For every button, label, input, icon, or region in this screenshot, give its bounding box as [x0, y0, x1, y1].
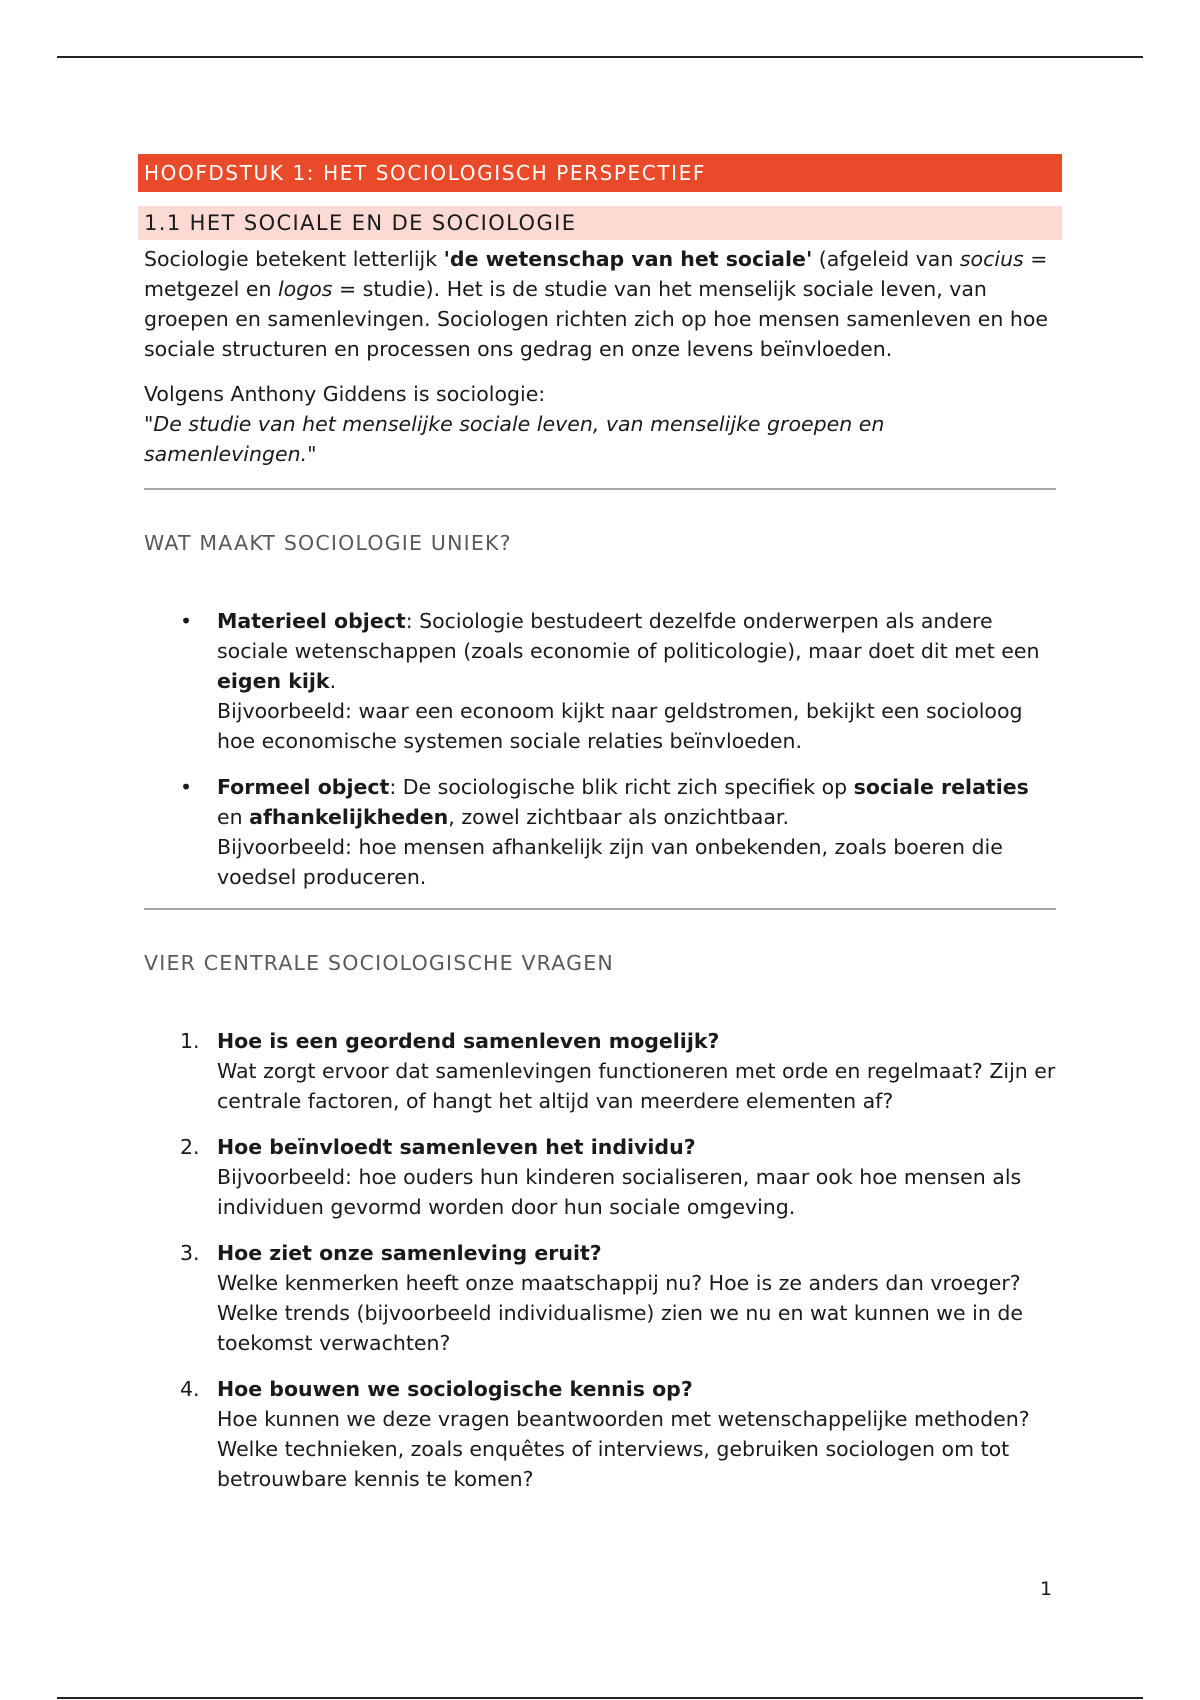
question-number: 2.	[180, 1135, 200, 1159]
questions-list	[138, 1026, 1062, 1494]
question-title: Hoe is een geordend samenleven mogelijk?	[217, 1029, 720, 1053]
bullet-icon: •	[180, 609, 193, 633]
bullet-icon: •	[180, 775, 193, 799]
giddens-paragraph	[144, 379, 1056, 469]
question-item	[180, 1132, 1056, 1222]
question-text: Welke kenmerken heeft onze maatschappij nu? Hoe is ze anders dan vroeger? Welke trends (bijvoorbeeld individualisme) zien we nu en wat kunnen we in de toekomst verwachten?	[217, 1271, 1023, 1355]
document-body	[138, 154, 1062, 1510]
question-number: 1.	[180, 1029, 200, 1053]
question-item	[180, 1374, 1056, 1494]
subheading-unique: WAT MAAKT SOCIOLOGIE UNIEK?	[144, 531, 512, 555]
section-heading: 1.1 HET SOCIALE EN DE SOCIOLOGIE	[138, 206, 1062, 240]
chapter-heading: HOOFDSTUK 1: HET SOCIOLOGISCH PERSPECTIEF	[138, 154, 1062, 192]
question-title: Hoe bouwen we sociologische kennis op?	[217, 1377, 693, 1401]
question-number: 4.	[180, 1377, 200, 1401]
question-item	[180, 1026, 1056, 1116]
question-text: Hoe kunnen we deze vragen beantwoorden met wetenschappelijke methoden? Welke technieken, zoals enquêtes of interviews, gebruiken sociologen om tot betrouwbare kennis te komen?	[217, 1407, 1030, 1491]
question-title: Hoe ziet onze samenleving eruit?	[217, 1241, 602, 1265]
divider	[144, 488, 1056, 490]
header-rule	[57, 56, 1143, 58]
unique-list	[138, 606, 1062, 892]
example-text: Bijvoorbeeld: hoe mensen afhankelijk zijn van onbekenden, zoals boeren die voedsel produceren.	[217, 835, 1003, 889]
intro-paragraph: Sociologie betekent letterlijk 'de wetenschap van het sociale' (afgeleid van socius = metgezel en logos = studie). Het is de studie van het menselijk sociale leven, van groepen en samenlevingen. Sociologen richten zich op hoe mensen samenleven en hoe sociale structuren en processen ons gedrag en onze levens beïnvloeden.	[144, 247, 1048, 361]
list-item-materieel: • Materieel object: Sociologie bestudeert dezelfde onderwerpen als andere sociale wetenschappen (zoals economie of politicologie), maar doet dit met een eigen kijk. Bijvoorbeeld: waar een econoom kijkt naar geldstromen, bekijkt een socioloog hoe economische systemen sociale relaties beïnvloeden.	[217, 606, 1056, 756]
giddens-quote: "De studie van het menselijke sociale leven, van menselijke groepen en samenlevingen."	[144, 412, 885, 466]
question-item	[180, 1238, 1056, 1358]
question-text: Wat zorgt ervoor dat samenlevingen functioneren met orde en regelmaat? Zijn er centrale factoren, of hangt het altijd van meerdere elementen af?	[217, 1059, 1056, 1113]
question-text: Bijvoorbeeld: hoe ouders hun kinderen socialiseren, maar ook hoe mensen als individuen gevormd worden door hun sociale omgeving.	[217, 1165, 1022, 1219]
divider	[144, 908, 1056, 910]
footer-rule	[57, 1697, 1143, 1699]
question-number: 3.	[180, 1241, 200, 1265]
page-number: 1	[1040, 1578, 1053, 1600]
list-item-formeel: • Formeel object: De sociologische blik richt zich specifiek op sociale relaties en afhankelijkheden, zowel zichtbaar als onzichtbaar. Bijvoorbeeld: hoe mensen afhankelijk zijn van onbekenden, zoals boeren die voedsel produceren.	[217, 772, 1056, 892]
subheading-questions: VIER CENTRALE SOCIOLOGISCHE VRAGEN	[144, 951, 614, 975]
question-title: Hoe beïnvloedt samenleven het individu?	[217, 1135, 696, 1159]
giddens-lead: Volgens Anthony Giddens is sociologie:	[144, 382, 546, 406]
example-text: Bijvoorbeeld: waar een econoom kijkt naar geldstromen, bekijkt een socioloog hoe economische systemen sociale relaties beïnvloeden.	[217, 699, 1023, 753]
